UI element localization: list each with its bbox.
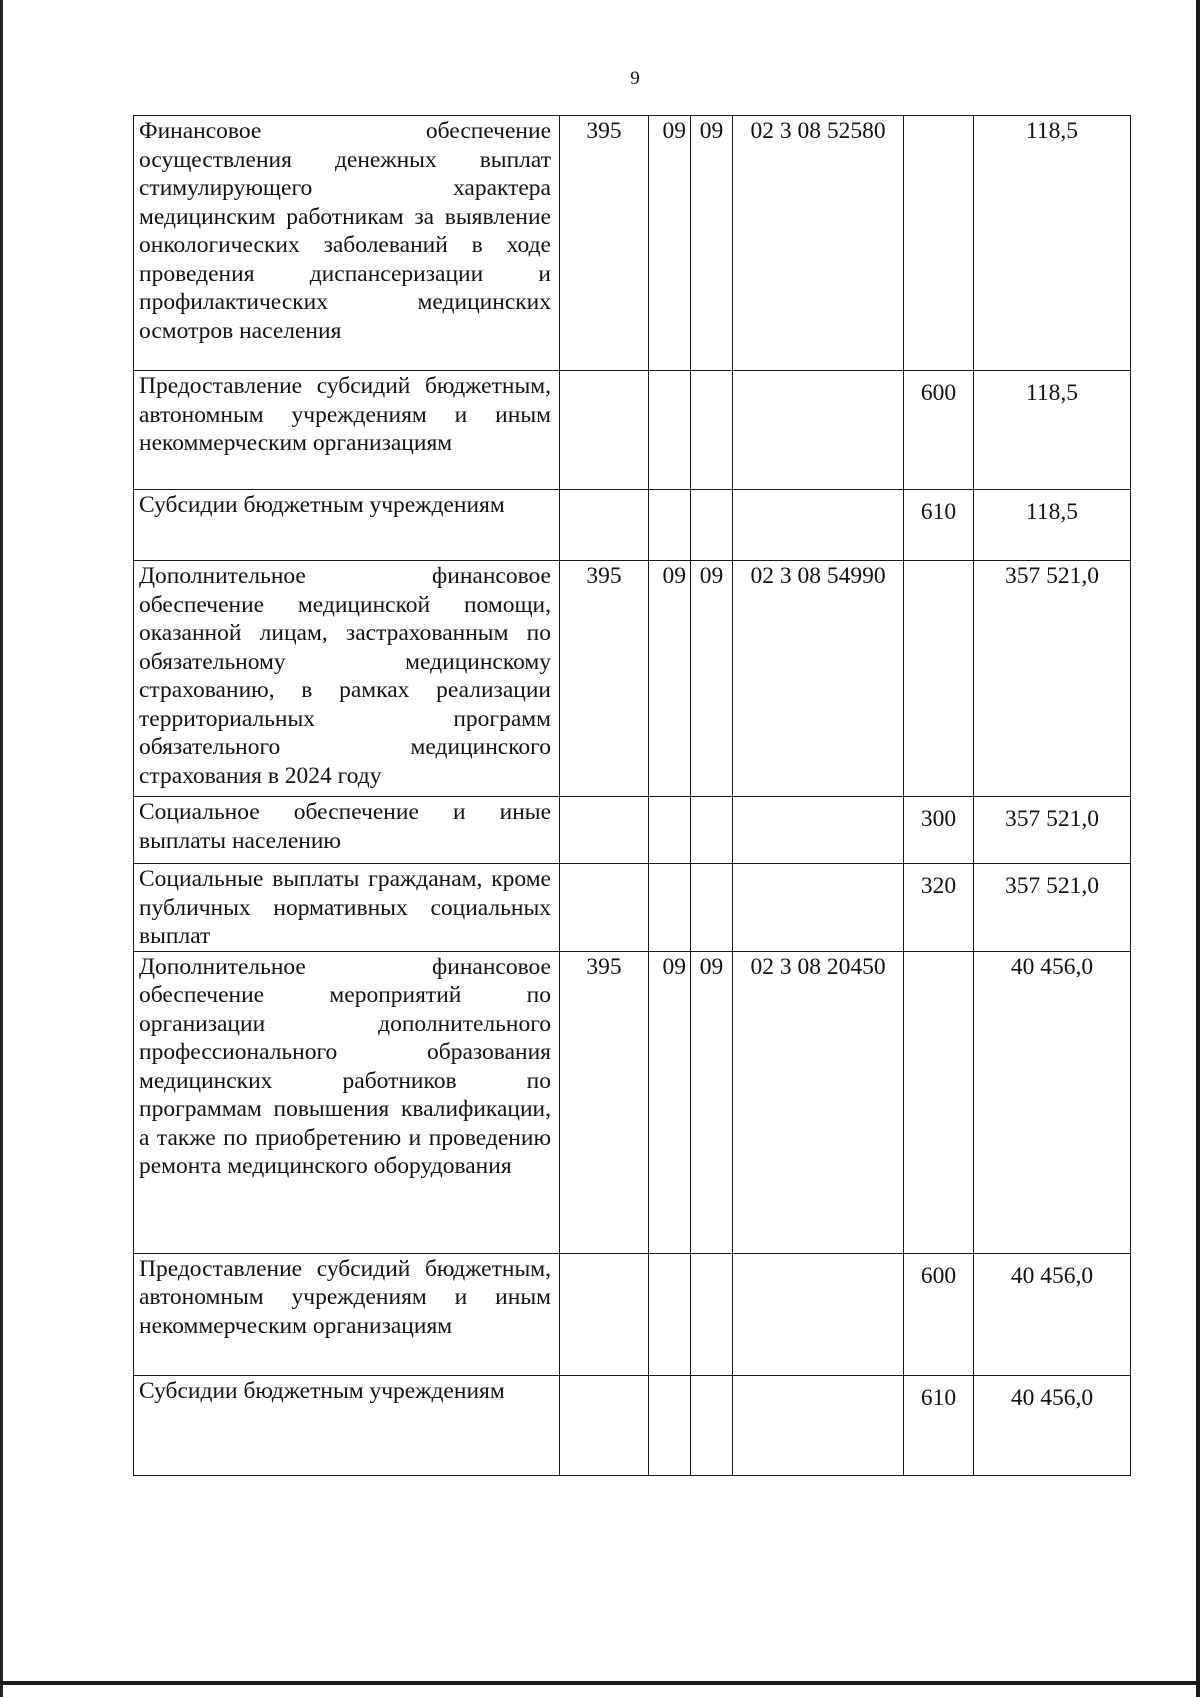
- row-name: Дополнительное финансовое обеспечение медицинской помощи, оказанной лицам, застрахованным по обязательному медицинскому страхованию, в рамках реализации территориальных программ обязательного медицинского страхования в 2024 году: [134, 561, 560, 797]
- row-amount: 357 521,0: [974, 864, 1131, 952]
- row-amount: 40 456,0: [974, 951, 1131, 1253]
- row-pr: 09: [691, 561, 733, 797]
- scan-border-right: [1196, 0, 1200, 1697]
- table-row: [134, 951, 1131, 1253]
- row-rz: [649, 1253, 691, 1375]
- scan-border-bottom: [0, 1681, 1200, 1685]
- row-vr: 600: [904, 1253, 974, 1375]
- row-grbs: 395: [560, 561, 649, 797]
- row-csr: [733, 490, 904, 561]
- row-rz: [649, 864, 691, 952]
- row-rz: 09: [649, 116, 691, 371]
- scan-border-left: [0, 0, 3, 1697]
- row-pr: 09: [691, 116, 733, 371]
- row-vr: 320: [904, 864, 974, 952]
- table-row: [134, 116, 1131, 371]
- row-rz: 09: [649, 561, 691, 797]
- row-vr: 610: [904, 1375, 974, 1475]
- row-name: Социальное обеспечение и иные выплаты населению: [134, 797, 560, 864]
- row-vr: 300: [904, 797, 974, 864]
- table-row: [134, 561, 1131, 797]
- row-amount: 118,5: [974, 116, 1131, 371]
- row-pr: [691, 1375, 733, 1475]
- row-grbs: [560, 797, 649, 864]
- page-number: 9: [630, 68, 640, 89]
- row-rz: [649, 797, 691, 864]
- row-grbs: [560, 490, 649, 561]
- table-row: [134, 371, 1131, 490]
- row-name: Предоставление субсидий бюджетным, автономным учреждениям и иным некоммерческим организациям: [134, 1253, 560, 1375]
- row-grbs: [560, 1253, 649, 1375]
- row-amount: 118,5: [974, 490, 1131, 561]
- row-csr: [733, 1253, 904, 1375]
- row-name: Субсидии бюджетным учреждениям: [134, 490, 560, 561]
- table-row: [134, 797, 1131, 864]
- row-amount: 40 456,0: [974, 1253, 1131, 1375]
- row-rz: [649, 371, 691, 490]
- row-pr: [691, 864, 733, 952]
- row-grbs: 395: [560, 116, 649, 371]
- row-grbs: [560, 371, 649, 490]
- row-csr: [733, 1375, 904, 1475]
- row-amount: 357 521,0: [974, 797, 1131, 864]
- row-amount: 40 456,0: [974, 1375, 1131, 1475]
- row-pr: 09: [691, 951, 733, 1253]
- table-row: [134, 490, 1131, 561]
- row-csr: [733, 864, 904, 952]
- row-csr: [733, 371, 904, 490]
- row-pr: [691, 490, 733, 561]
- budget-table: [133, 115, 1131, 1476]
- row-pr: [691, 797, 733, 864]
- row-name: Субсидии бюджетным учреждениям: [134, 1375, 560, 1475]
- row-name: Социальные выплаты гражданам, кроме публичных нормативных социальных выплат: [134, 864, 560, 952]
- table-row: [134, 1253, 1131, 1375]
- row-grbs: 395: [560, 951, 649, 1253]
- row-rz: [649, 1375, 691, 1475]
- row-csr: 02 3 08 52580: [733, 116, 904, 371]
- row-grbs: [560, 864, 649, 952]
- row-grbs: [560, 1375, 649, 1475]
- row-rz: [649, 490, 691, 561]
- row-vr: 600: [904, 371, 974, 490]
- row-csr: 02 3 08 54990: [733, 561, 904, 797]
- row-rz: 09: [649, 951, 691, 1253]
- row-amount: 118,5: [974, 371, 1131, 490]
- row-name: Предоставление субсидий бюджетным, автономным учреждениям и иным некоммерческим организациям: [134, 371, 560, 490]
- row-name: Финансовое обеспечение осуществления денежных выплат стимулирующего характера медицинским работникам за выявление онкологических заболеваний в ходе проведения диспансеризации и профилактических медицинских осмотров населения: [134, 116, 560, 371]
- row-name: Дополнительное финансовое обеспечение мероприятий по организации дополнительного профессионального образования медицинских работников по программам повышения квалификации, а также по приобретению и проведению ремонта медицинского оборудования: [134, 951, 560, 1253]
- row-csr: [733, 797, 904, 864]
- row-pr: [691, 371, 733, 490]
- table-row: [134, 864, 1131, 952]
- row-vr: [904, 561, 974, 797]
- row-pr: [691, 1253, 733, 1375]
- table-row: [134, 1375, 1131, 1475]
- row-csr: 02 3 08 20450: [733, 951, 904, 1253]
- row-vr: [904, 951, 974, 1253]
- row-vr: 610: [904, 490, 974, 561]
- row-amount: 357 521,0: [974, 561, 1131, 797]
- row-vr: [904, 116, 974, 371]
